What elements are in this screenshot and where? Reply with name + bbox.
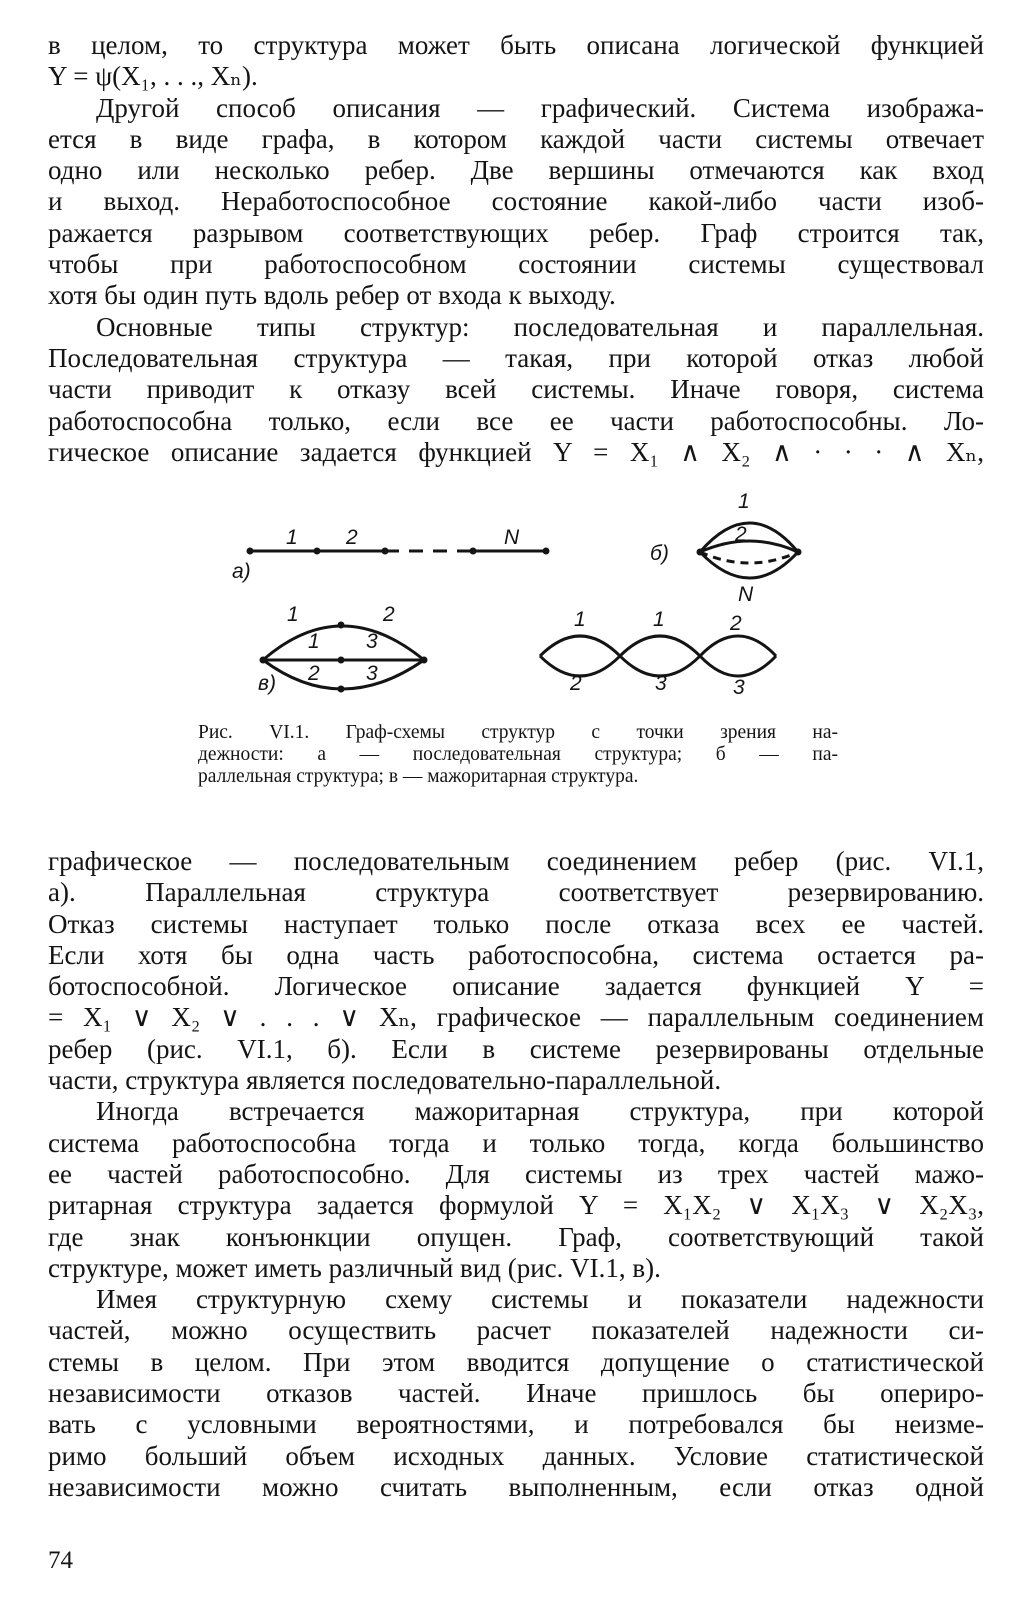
graph-majority-chain <box>540 636 776 676</box>
edge-label: 1 <box>738 490 750 513</box>
text-block-bottom <box>48 846 984 1503</box>
graph-parallel-nodes <box>697 549 802 556</box>
text-line: ется в виде графа, в котором каждой части системы отвечает <box>48 123 984 154</box>
edge-label: N <box>738 583 754 606</box>
edge-label: 2 <box>735 523 747 546</box>
edge-label: 1 <box>308 630 320 653</box>
page-number: 74 <box>48 1547 73 1574</box>
edge-label: 2 <box>730 612 742 635</box>
panel-label: а) <box>232 560 251 583</box>
edge-label: 3 <box>366 630 378 653</box>
text-line: вать с условными вероятностями, и потребовался бы неизме- <box>48 1409 984 1440</box>
text-line: Иногда встречается мажоритарная структура, при которой <box>96 1096 984 1127</box>
edge-label: 1 <box>653 608 665 631</box>
text-block-top <box>48 30 984 468</box>
text-line: Другой способ описания — графический. Система изобража- <box>96 92 984 123</box>
text-line: части приводит к отказу всей системы. Иначе говоря, система <box>48 374 984 405</box>
text-line: структуре, может иметь различный вид (рис. VI.1, в). <box>48 1252 661 1283</box>
text-line: Имея структурную схему системы и показатели надежности <box>96 1284 984 1315</box>
text-line: части, структура является последовательно-параллельной. <box>48 1065 722 1096</box>
edge-label: N <box>504 526 520 549</box>
caption-line: Рис. VI.1. Граф-схемы структур с точки зрения на- <box>198 722 838 743</box>
text-line: и выход. Неработоспособное состояние какой-либо части изоб- <box>48 186 984 217</box>
edge-label: 2 <box>570 672 582 695</box>
figure-caption <box>198 722 838 788</box>
text-line: римо больший объем исходных данных. Условие статистической <box>48 1440 984 1471</box>
graph-parallel <box>700 523 798 578</box>
edge-label: 3 <box>366 662 378 685</box>
edge-label: 2 <box>346 526 358 549</box>
text-line: ботоспособной. Логическое описание задается функцией Y = <box>48 971 984 1002</box>
text-line: работоспособна только, если все ее части работоспособны. Ло- <box>48 405 984 436</box>
edge-label: 1 <box>574 608 586 631</box>
text-line: стемы в целом. При этом вводится допущение о статистической <box>48 1346 984 1377</box>
panel-label: в) <box>258 672 276 695</box>
text-line: независимости можно считать выполненным, если отказ одной <box>48 1471 984 1502</box>
caption-line: дежности: а — последовательная структура; б — па- <box>198 744 838 765</box>
text-line: ребер (рис. VI.1, б). Если в системе резервированы отдельные <box>48 1033 984 1064</box>
text-line: Если хотя бы одна часть работоспособна, система остается ра- <box>48 939 984 970</box>
text-line: ритарная структура задается формулой Y = X₁X₂ ∨ X₁X₃ ∨ X₂X₃, <box>48 1190 984 1221</box>
text-line: где знак конъюнкции опущен. Граф, соответствующий такой <box>48 1221 984 1252</box>
edge-label: 2 <box>383 603 395 626</box>
text-line: ее частей работоспособно. Для системы из трех частей мажо- <box>48 1158 984 1189</box>
graph-majority-ellipse-nodes <box>260 622 428 693</box>
graph-majority-ellipse <box>263 626 424 689</box>
text-line: чтобы при работоспособном состоянии системы существовал <box>48 249 984 280</box>
text-line: а). Параллельная структура соответствует резервированию. <box>48 877 984 908</box>
text-line: графическое — последовательным соединением ребер (рис. VI.1, <box>48 846 984 876</box>
edge-label: 3 <box>733 676 745 699</box>
edge-label: 3 <box>655 672 667 695</box>
edge-label: 1 <box>287 603 299 626</box>
text-line: = X₁ ∨ X₂ ∨ . . . ∨ Xₙ, графическое — параллельным соединением <box>48 1002 984 1033</box>
text-line: Последовательная структура — такая, при которой отказ любой <box>48 342 984 373</box>
panel-label: б) <box>650 542 669 565</box>
text-line: хотя бы один путь вдоль ребер от входа к выходу. <box>48 280 616 311</box>
text-line: частей, можно осуществить расчет показателей надежности си- <box>48 1315 984 1346</box>
edge-label: 1 <box>286 526 298 549</box>
text-line: ражается разрывом соответствующих ребер. Граф строится так, <box>48 217 984 248</box>
text-line: система работоспособна тогда и только тогда, когда большинство <box>48 1127 984 1158</box>
text-line: независимости отказов частей. Иначе пришлось бы опериро- <box>48 1378 984 1409</box>
text-line: одно или несколько ребер. Две вершины отмечаются как вход <box>48 155 984 186</box>
text-line: в целом, то структура может быть описана логической функцией <box>48 30 984 60</box>
figure-graph-schemes <box>230 488 830 720</box>
caption-line: раллельная структура; в — мажоритарная структура. <box>198 766 639 787</box>
text-line: гическое описание задается функцией Y = X₁ ∧ X₂ ∧ · · · ∧ Xₙ, <box>48 436 984 467</box>
edge-label: 2 <box>308 662 320 685</box>
text-line: Основные типы структур: последовательная и параллельная. <box>96 311 984 342</box>
text-line: Отказ системы наступает только после отказа всех ее частей. <box>48 908 984 939</box>
text-line: Y = ψ(X₁, . . ., Xₙ). <box>48 61 258 92</box>
